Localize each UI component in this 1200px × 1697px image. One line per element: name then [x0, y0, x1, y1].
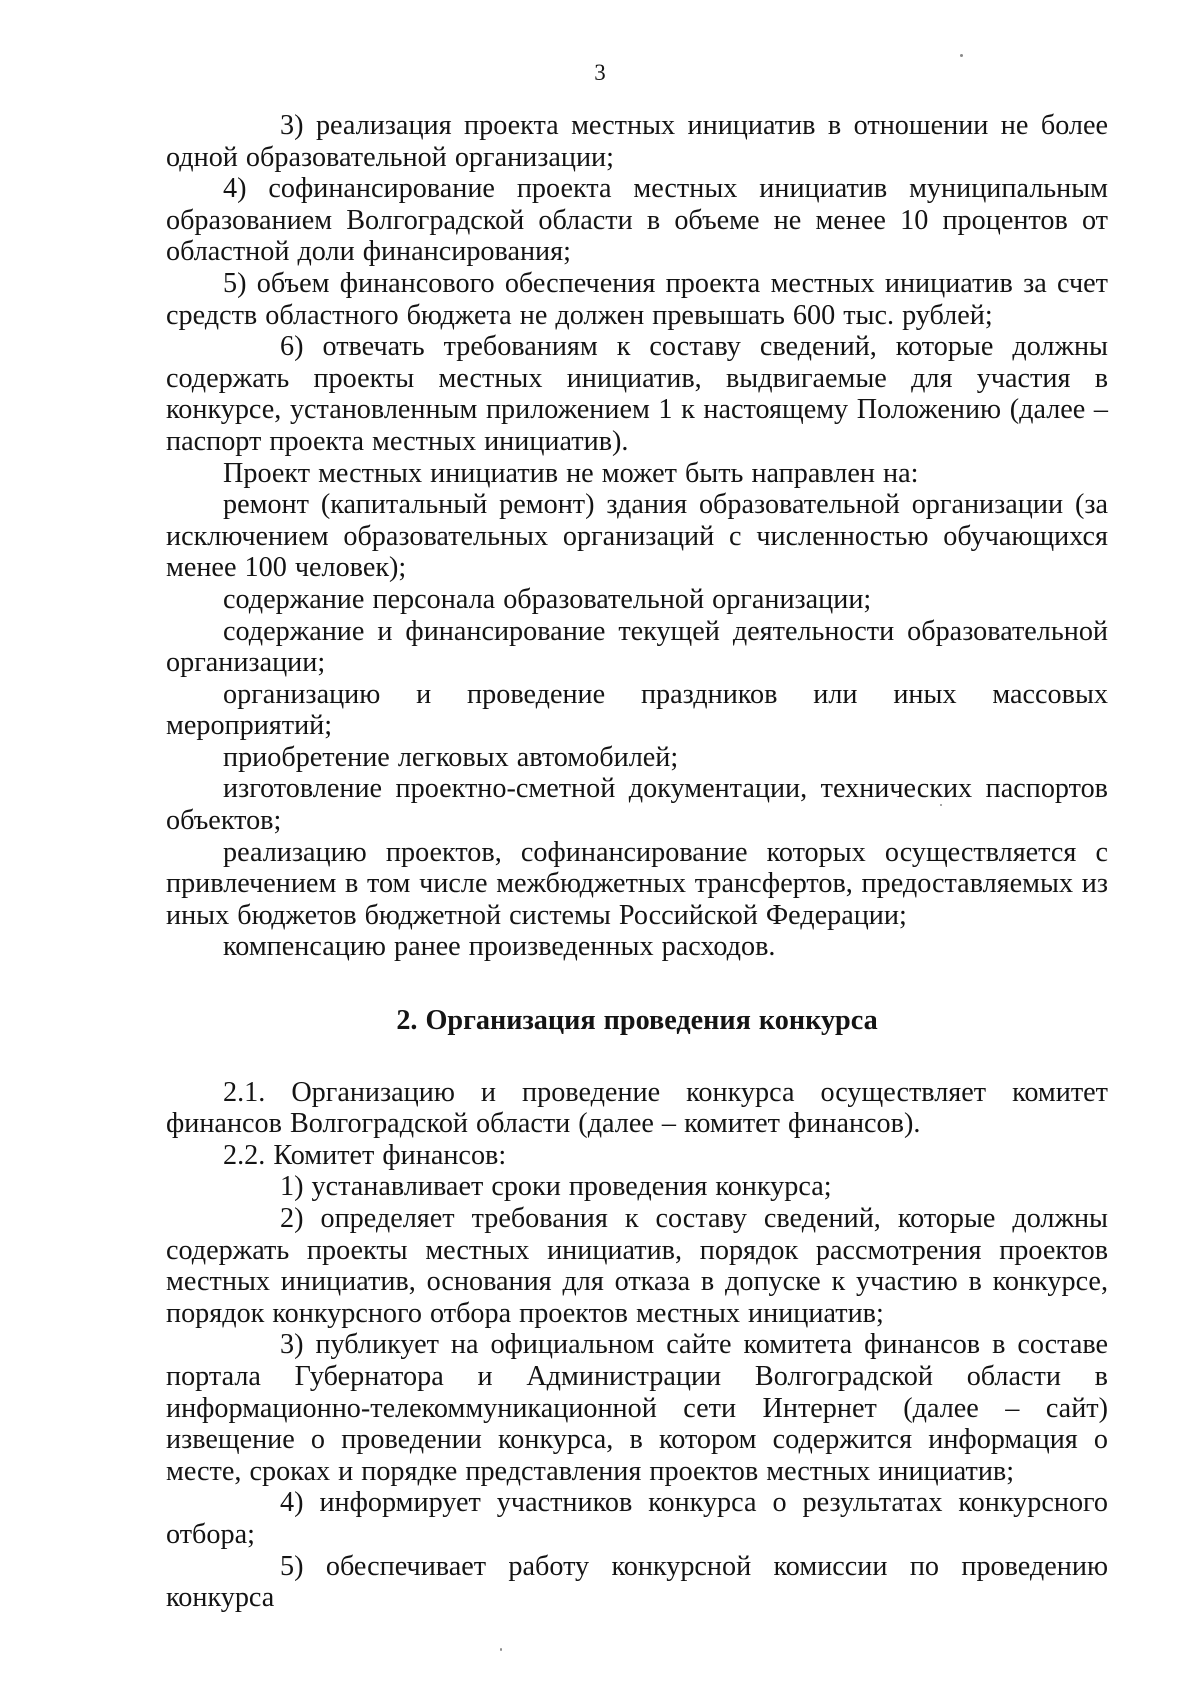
paragraph	[166, 331, 1108, 457]
section-2-body	[166, 1077, 1108, 1614]
paragraph	[166, 1487, 1108, 1550]
paragraph-text: реализация проекта местных инициатив в отношении не более одной образовательной организации;	[166, 110, 1109, 173]
item-number: 3)	[280, 110, 304, 141]
page-number: 3	[594, 60, 606, 85]
paragraph-text: обеспечивает работу конкурсной комиссии по проведению конкурса	[166, 1550, 1109, 1614]
paragraph-text: публикует на официальном сайте комитета финансов в составе портала Губернатора и Администрации Волгоградской области в информационно-телекоммуникационной сети Интернет (далее – сайт) извещение о проведении конкурса, в котором содержится информация о месте, сроках и порядке представления проектов местных инициатив;	[166, 1329, 1109, 1487]
paragraph: компенсацию ранее произведенных расходов.	[223, 931, 776, 963]
paragraph: 4) софинансирование проекта местных инициатив муниципальным образованием Волгоградской области в объеме не менее 10 процентов от областной доли финансирования;	[166, 173, 1108, 268]
paragraph-text: информирует участников конкурса о результатах конкурсного отбора;	[166, 1487, 1108, 1550]
paragraph	[166, 1329, 1108, 1487]
section-heading: 2. Организация проведения конкурса	[396, 1005, 878, 1037]
item-number: 4)	[280, 1487, 304, 1519]
scan-speck	[940, 804, 942, 806]
paragraph: содержание и финансирование текущей деятельности образовательной организации;	[166, 615, 1108, 679]
paragraph: 2.2. Комитет финансов:	[223, 1139, 507, 1171]
paragraph: реализацию проектов, софинансирование которых осуществляется с привлечением в том числе межбюджетных трансфертов, предоставляемых из иных бюджетов бюджетной системы Российской Федерации;	[166, 836, 1108, 931]
paragraph: приобретение легковых автомобилей;	[223, 741, 679, 773]
paragraph: изготовление проектно-сметной документации, технических паспортов объектов;	[166, 773, 1108, 837]
paragraph: организацию и проведение праздников или иных массовых мероприятий;	[166, 678, 1108, 742]
paragraph: ремонт (капитальный ремонт) здания образовательной организации (за исключением образовательных организаций с численностью обучающихся менее 100 человек);	[166, 489, 1108, 584]
paragraph	[166, 110, 1108, 173]
item-number: 1)	[280, 1171, 304, 1203]
paragraph: содержание персонала образовательной организации;	[223, 583, 872, 615]
requirements-list	[166, 110, 1108, 963]
paragraph: 5) объем финансового обеспечения проекта местных инициатив за счет средств областного бюджета не должен превышать 600 тыс. рублей;	[166, 267, 1108, 331]
paragraph-text: определяет требования к составу сведений, которые должны содержать проекты местных инициатив, порядок рассмотрения проектов местных инициатив, основания для отказа в допуске к участию в конкурсе, порядок конкурсного отбора проектов местных инициатив;	[166, 1203, 1109, 1329]
paragraph: 2.1. Организацию и проведение конкурса осуществляет комитет финансов Волгоградской области (далее – комитет финансов).	[166, 1076, 1108, 1140]
item-number: 5)	[280, 1550, 304, 1582]
item-number: 3)	[280, 1329, 304, 1361]
paragraph	[166, 1203, 1108, 1329]
item-number: 2)	[280, 1203, 304, 1234]
scan-speck	[960, 54, 963, 57]
item-number: 6)	[280, 331, 304, 363]
paragraph-text: устанавливает сроки проведения конкурса;	[311, 1171, 832, 1203]
scan-speck	[500, 1648, 502, 1651]
document-body	[166, 110, 1108, 1614]
paragraph	[166, 1551, 1108, 1614]
paragraph	[166, 1171, 1108, 1203]
paragraph: Проект местных инициатив не может быть направлен на:	[223, 457, 919, 489]
paragraph-text: отвечать требованиям к составу сведений, которые должны содержать проекты местных инициатив, выдвигаемые для участия в конкурсе, установленным приложением 1 к настоящему Положению (далее – паспорт проекта местных инициатив).	[166, 331, 1108, 457]
